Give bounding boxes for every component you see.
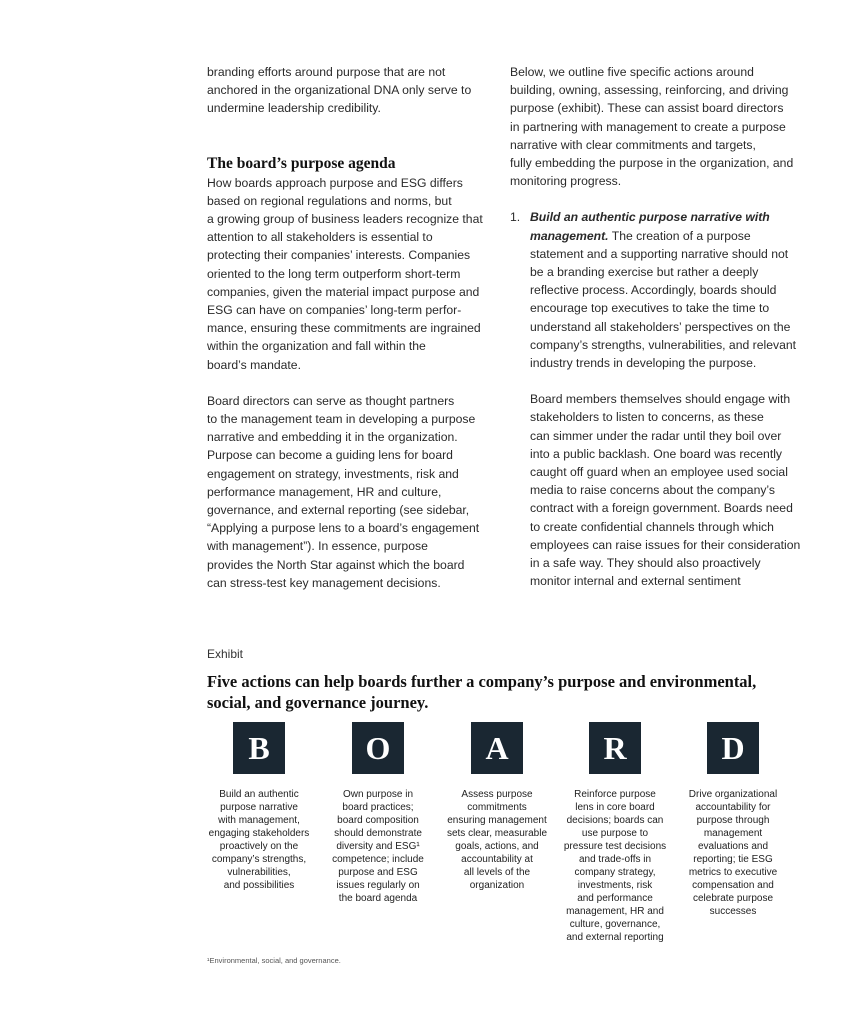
board-description-d: Drive organizational accountability for purpose through management evaluations and reporting; tie ESG metrics to executive compensation and celebrate purpose successes bbox=[688, 789, 778, 917]
board-column-b bbox=[203, 722, 315, 892]
board-column-o bbox=[322, 722, 434, 905]
board-description-b: Build an authentic purpose narrative with management, engaging stakeholders proactively on the company’s strengths, vulnerabilities, and possibilities bbox=[208, 789, 310, 891]
body-paragraph-2: Board directors can serve as thought partners to the management team in developing a purpose narrative and embedding it in the organization. Purpose can become a guiding lens for board engagement on strategy, investments, risk and performance management, HR and culture, governance, and external reporting (see sidebar, “Applying a purpose lens to a board’s engagement with management”). In essence, purpose provides the North Star against which the board can stress-test key management decisions. bbox=[207, 393, 480, 590]
board-description-r: Reinforce purpose lens in core board decisions; boards can use purpose to pressure test decisions and trade-offs in company strategy, investments, risk and performance management, HR and culture, governance, and external reporting bbox=[563, 789, 667, 943]
letter-box-o: O bbox=[352, 722, 404, 774]
board-description-a: Assess purpose commitments ensuring management sets clear, measurable goals, actions, and accountability at all levels of the organization bbox=[446, 789, 548, 891]
list-item-lead: Build an authentic purpose narrative with management. bbox=[530, 210, 770, 243]
numbered-list-item bbox=[510, 208, 805, 590]
intro-paragraph: branding efforts around purpose that are not anchored in the organizational DNA only serve to undermine leadership credibility. bbox=[207, 65, 472, 116]
list-item-paragraph-2: Board members themselves should engage with stakeholders to listen to concerns, as these can simmer under the radar until they boil over into a public backlash. One board was recently caught off guard when an employee used social media to raise concerns about the company’s contract with a foreign government. Boards need to create confidential channels through which employees can raise issues for their consideration in a safe way. They should also proactively monitor internal and external sentiment bbox=[530, 392, 801, 589]
section-heading: The board’s purpose agenda bbox=[207, 154, 396, 172]
letter-box-d: D bbox=[707, 722, 759, 774]
board-column-r bbox=[559, 722, 671, 944]
list-item-text bbox=[530, 208, 805, 372]
list-number: 1. bbox=[510, 210, 521, 225]
board-column-a bbox=[441, 722, 553, 892]
board-column-d bbox=[677, 722, 789, 918]
letter-box-a: A bbox=[471, 722, 523, 774]
body-paragraph-3: Below, we outline five specific actions around building, owning, assessing, reinforcing, and driving purpose (exhibit). These can assist board directors in partnering with management to create a purpose narrative with clear commitments and targets, fully embedding the purpose in the organization, and monitoring progress. bbox=[510, 65, 794, 189]
left-column bbox=[207, 63, 497, 592]
footnote: ¹Environmental, social, and governance. bbox=[207, 956, 341, 965]
exhibit-label: Exhibit bbox=[207, 647, 244, 661]
letter-box-r: R bbox=[589, 722, 641, 774]
exhibit-title: Five actions can help boards further a company’s purpose and environmental, social, and governance journey. bbox=[207, 672, 757, 712]
right-column bbox=[510, 63, 805, 590]
body-paragraph-1: How boards approach purpose and ESG differs based on regional regulations and norms, but a growing group of business leaders recognize that attention to all stakeholders is essential to protecting their companies’ interests. Companies oriented to the long term outperform short-term companies, given the material impact purpose and ESG can have on companies’ long-term perfor- mance, ensuring these commitments are ingrained within the organization and fall within the board’s mandate. bbox=[207, 175, 483, 372]
board-description-o: Own purpose in board practices; board composition should demonstrate diversity and ESG¹ competence; include purpose and ESG issues regularly on the board agenda bbox=[332, 789, 424, 904]
letter-box-b: B bbox=[233, 722, 285, 774]
list-item-body: The creation of a purpose statement and a supporting narrative should not be a branding exercise but rather a deeply reflective process. Accordingly, boards should encourage top executives to take the time to understand all stakeholders’ perspectives on the company’s strengths, vulnerabilities, and relevant industry trends in developing the purpose. bbox=[530, 228, 797, 371]
